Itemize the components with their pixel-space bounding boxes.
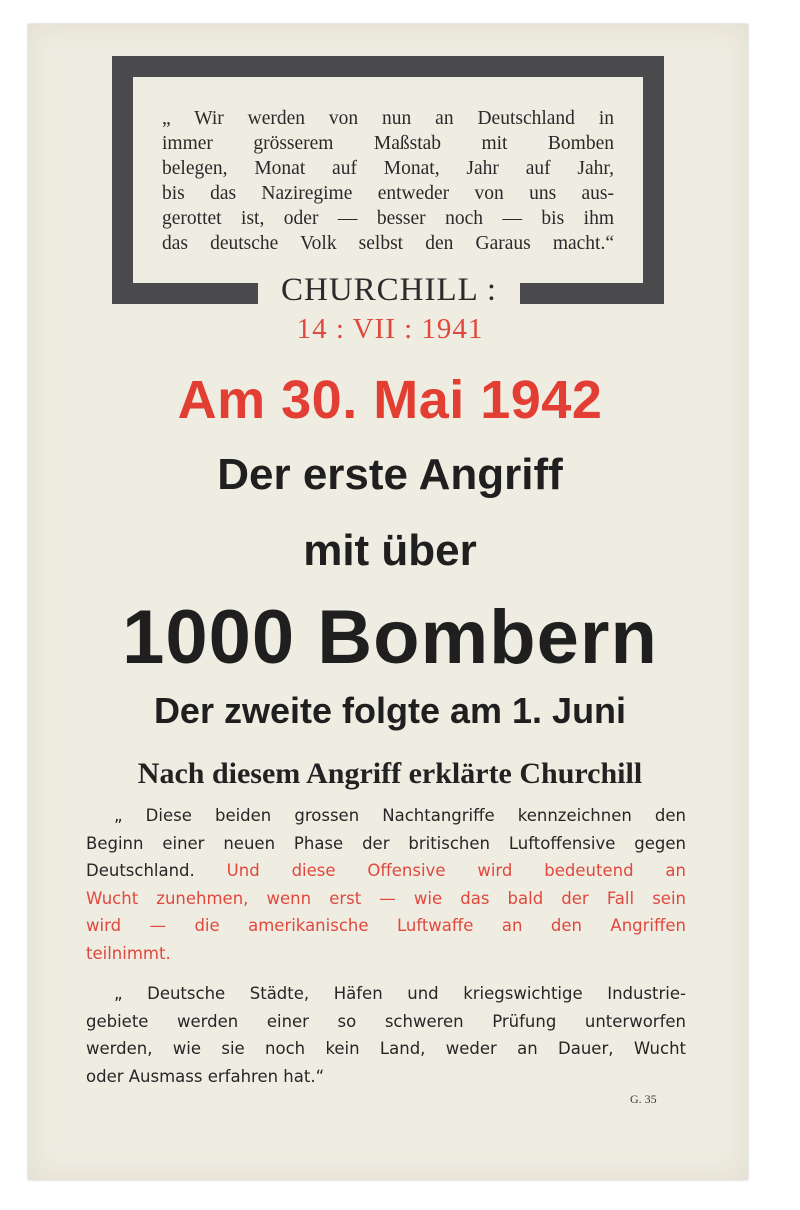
quote-line: gerottet ist, oder — besser noch — bis ihm xyxy=(162,208,614,229)
print-code: G. 35 xyxy=(630,1092,657,1106)
paragraph-german-cities xyxy=(86,980,686,1090)
paragraph-line: Beginn einer neuen Phase der britischen Luftoffensive gegen xyxy=(86,833,686,853)
churchill-quote xyxy=(162,106,614,256)
paragraph-red-line: wird — die amerikanische Luftwaffe an den Angriffen xyxy=(86,916,686,935)
headline-1000-bombers: 1000 Bombern xyxy=(122,595,658,680)
paragraph-line: werden, wie sie noch kein Land, weder an Dauer, Wucht xyxy=(86,1039,686,1058)
paragraph-line xyxy=(86,857,686,885)
quote-line: immer grösserem Maßstab mit Bomben xyxy=(162,133,614,154)
quote-date: 14 : VII : 1941 xyxy=(296,313,484,345)
paragraph-night-attacks xyxy=(86,802,686,967)
quote-line: bis das Naziregime entweder von uns aus- xyxy=(162,183,614,204)
subheading: Nach diesem Angriff erklärte Churchill xyxy=(137,757,643,790)
paragraph-red-line: teilnimmt. xyxy=(86,943,171,963)
paragraph-line: „ Diese beiden grossen Nachtangriffe kennzeichnen den xyxy=(114,806,686,825)
paragraph-line: gebiete werden einer so schweren Prüfung unterworfen xyxy=(86,1011,686,1031)
quote-line: das deutsche Volk selbst den Garaus macht.“ xyxy=(162,233,614,254)
headline-first-attack: Der erste Angriff xyxy=(217,450,563,499)
paragraph-line: „ Deutsche Städte, Häfen und kriegswichtige Industrie- xyxy=(114,984,686,1003)
quote-line: „ Wir werden von nun an Deutschland in xyxy=(162,108,614,129)
quote-frame-bottom-right xyxy=(520,283,664,304)
quote-frame-bottom-left xyxy=(112,283,258,304)
paragraph-red-text: Und diese Offensive wird bedeutend an xyxy=(226,861,686,880)
quote-line: belegen, Monat auf Monat, Jahr auf Jahr, xyxy=(162,158,614,179)
quote-author: CHURCHILL : xyxy=(280,272,498,308)
paragraph-line: oder Ausmass erfahren hat.“ xyxy=(86,1066,325,1086)
headline-second-attack: Der zweite folgte am 1. Juni xyxy=(153,690,627,731)
paragraph-red-line: Wucht zunehmen, wenn erst — wie das bald der Fall sein xyxy=(86,888,686,908)
headline-date: Am 30. Mai 1942 xyxy=(177,370,603,430)
headline-with-over: mit über xyxy=(303,526,477,575)
paragraph-text: Deutschland. xyxy=(86,861,195,880)
